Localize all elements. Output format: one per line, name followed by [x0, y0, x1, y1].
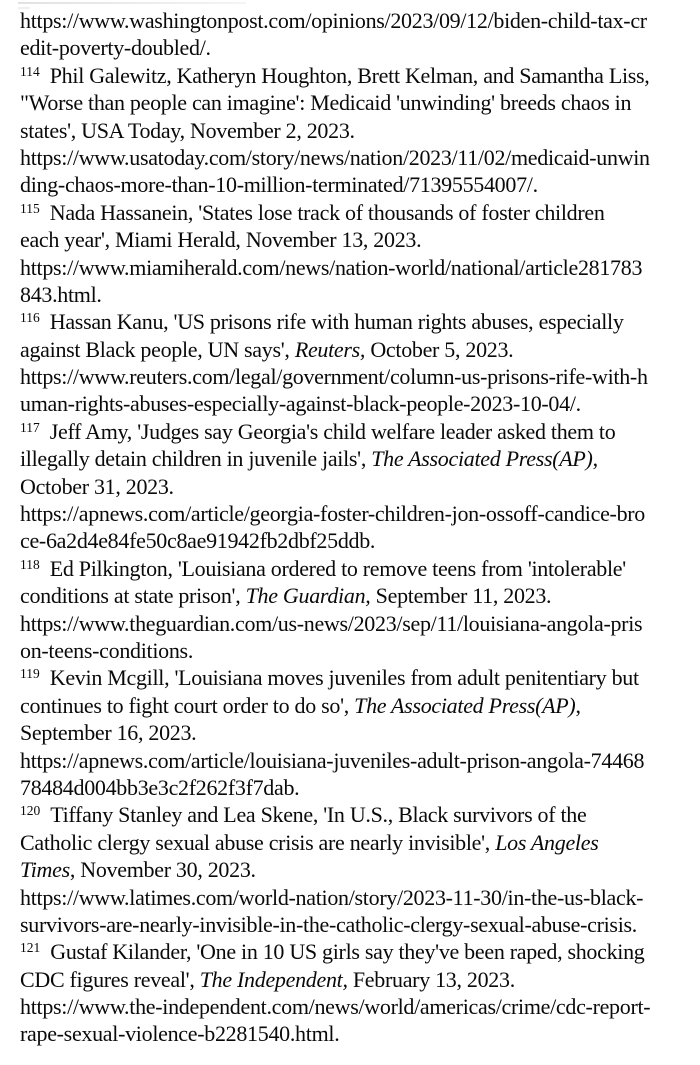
footnote-number: 121	[20, 940, 41, 956]
text-line	[20, 390, 690, 417]
text-line	[20, 117, 690, 144]
citation-text: Jeff Amy, 'Judges say Georgia's child welfare leader asked them to	[49, 418, 616, 444]
citation-text: ding-chaos-more-than-10-million-terminated/71395554007/.	[20, 172, 538, 198]
citation-text: each year', Miami Herald, November 13, 2023.	[20, 227, 422, 253]
citation-text: Hassan Kanu, 'US prisons rife with human rights abuses, especially	[49, 309, 624, 335]
citation-text: continues to fight court order to do so',	[20, 692, 355, 718]
citation-text: Kevin Mcgill, 'Louisiana moves juveniles from adult penitentiary but	[49, 665, 639, 691]
citation-text: 843.html.	[20, 281, 102, 307]
text-line	[20, 747, 690, 774]
text-line	[20, 89, 690, 116]
footnotes-text-block	[20, 7, 690, 1048]
text-line	[20, 664, 690, 691]
citation-text: edit-poverty-doubled/.	[20, 35, 211, 61]
text-line	[20, 171, 690, 198]
citation-text: October 5, 2023.	[365, 336, 514, 362]
citation-text: states', USA Today, November 2, 2023.	[20, 117, 355, 143]
text-line	[20, 582, 690, 609]
citation-text: survivors-are-nearly-invisible-in-the-catholic-clergy-sexual-abuse-crisis.	[20, 911, 637, 937]
text-line	[20, 62, 690, 89]
text-line	[20, 993, 690, 1020]
publication-name: The Independent,	[199, 966, 348, 992]
text-line	[20, 938, 690, 965]
url-text: https://www.miamiherald.com/news/nation-world/national/article281783	[20, 254, 643, 280]
publication-name: Los Angeles	[495, 829, 599, 855]
url-text: https://www.reuters.com/legal/government/column-us-prisons-rife-with-h	[20, 364, 648, 390]
text-line	[20, 801, 690, 828]
text-line	[20, 911, 690, 938]
text-line	[20, 281, 690, 308]
text-line	[20, 308, 690, 335]
url-text: https://www.theguardian.com/us-news/2023/sep/11/louisiana-angola-pris	[20, 610, 643, 636]
footnote-number: 118	[20, 556, 40, 572]
text-line	[20, 555, 690, 582]
publication-name: The Guardian,	[245, 583, 371, 609]
footnote-number: 114	[20, 63, 40, 79]
citation-text: October 31, 2023.	[20, 473, 174, 499]
citation-text: Catholic clergy sexual abuse crisis are nearly invisible',	[20, 829, 496, 855]
footnote-number: 116	[20, 310, 40, 326]
text-line	[20, 418, 690, 445]
footnote-number: 115	[20, 200, 40, 216]
citation-text: rape-sexual-violence-b2281540.html.	[20, 1021, 340, 1047]
citation-text: ,	[592, 446, 598, 472]
text-line	[20, 856, 690, 883]
text-line	[20, 884, 690, 911]
publication-name: Times	[20, 857, 70, 883]
citation-text: 78484d004bb3e3c2f262f3f7dab.	[20, 774, 300, 800]
text-line	[20, 692, 690, 719]
text-line	[20, 7, 690, 34]
footnote-number: 119	[20, 666, 40, 682]
publication-name: The Associated Press(AP)	[371, 446, 593, 472]
text-line	[20, 829, 690, 856]
footnote-number: 120	[20, 803, 41, 819]
citation-text: CDC figures reveal',	[20, 966, 200, 992]
text-line	[20, 226, 690, 253]
footnote-number: 117	[20, 419, 40, 435]
text-line	[20, 500, 690, 527]
citation-text: on-teens-conditions.	[20, 637, 194, 663]
citation-text: "Worse than people can imagine': Medicaid 'unwinding' breeds chaos in	[20, 90, 632, 116]
text-line	[20, 527, 690, 554]
citation-text: September 11, 2023.	[370, 583, 552, 609]
cropped-text-artifact-line	[18, 2, 246, 4]
text-line	[20, 254, 690, 281]
text-line	[20, 363, 690, 390]
citation-text: Nada Hassanein, 'States lose track of thousands of foster children	[49, 199, 605, 225]
url-text: https://www.usatoday.com/story/news/nation/2023/11/02/medicaid-unwin	[20, 144, 650, 170]
text-line	[20, 336, 690, 363]
text-line	[20, 445, 690, 472]
text-line	[20, 1020, 690, 1047]
citation-text: uman-rights-abuses-especially-against-black-people-2023-10-04/.	[20, 391, 581, 417]
publication-name: The Associated Press(AP)	[354, 692, 576, 718]
citation-text: conditions at state prison',	[20, 583, 246, 609]
citation-text: against Black people, UN says',	[20, 336, 295, 362]
text-line	[20, 34, 690, 61]
text-line	[20, 199, 690, 226]
citation-text: September 16, 2023.	[20, 720, 197, 746]
text-line	[20, 473, 690, 500]
text-line	[20, 774, 690, 801]
url-text: https://www.washingtonpost.com/opinions/2023/09/12/biden-child-tax-cr	[20, 8, 647, 33]
publication-name: Reuters,	[294, 336, 366, 362]
text-line	[20, 966, 690, 993]
citation-text: Ed Pilkington, 'Louisiana ordered to remove teens from 'intolerable'	[49, 555, 626, 581]
citation-text: Gustaf Kilander, 'One in 10 US girls say they've been raped, shocking	[50, 939, 645, 965]
text-line	[20, 719, 690, 746]
url-text: https://www.latimes.com/world-nation/story/2023-11-30/in-the-us-black-	[20, 884, 644, 910]
citation-text: February 13, 2023.	[347, 966, 515, 992]
text-line	[20, 610, 690, 637]
text-line	[20, 637, 690, 664]
url-text: https://apnews.com/article/georgia-foster-children-jon-ossoff-candice-bro	[20, 501, 646, 527]
citation-text: ce-6a2d4e84fe50c8ae91942fb2dbf25ddb.	[20, 528, 376, 554]
text-line	[20, 144, 690, 171]
url-text: https://apnews.com/article/louisiana-juveniles-adult-prison-angola-74468	[20, 747, 645, 773]
citation-text: illegally detain children in juvenile jails',	[20, 446, 372, 472]
citation-text: ,	[575, 692, 581, 718]
citation-text: , November 30, 2023.	[69, 857, 256, 883]
citation-text: Phil Galewitz, Katheryn Houghton, Brett Kelman, and Samantha Liss,	[49, 62, 650, 88]
citation-text: Tiffany Stanley and Lea Skene, 'In U.S., Black survivors of the	[50, 802, 587, 828]
url-text: https://www.the-independent.com/news/world/americas/crime/cdc-report-	[20, 994, 651, 1020]
